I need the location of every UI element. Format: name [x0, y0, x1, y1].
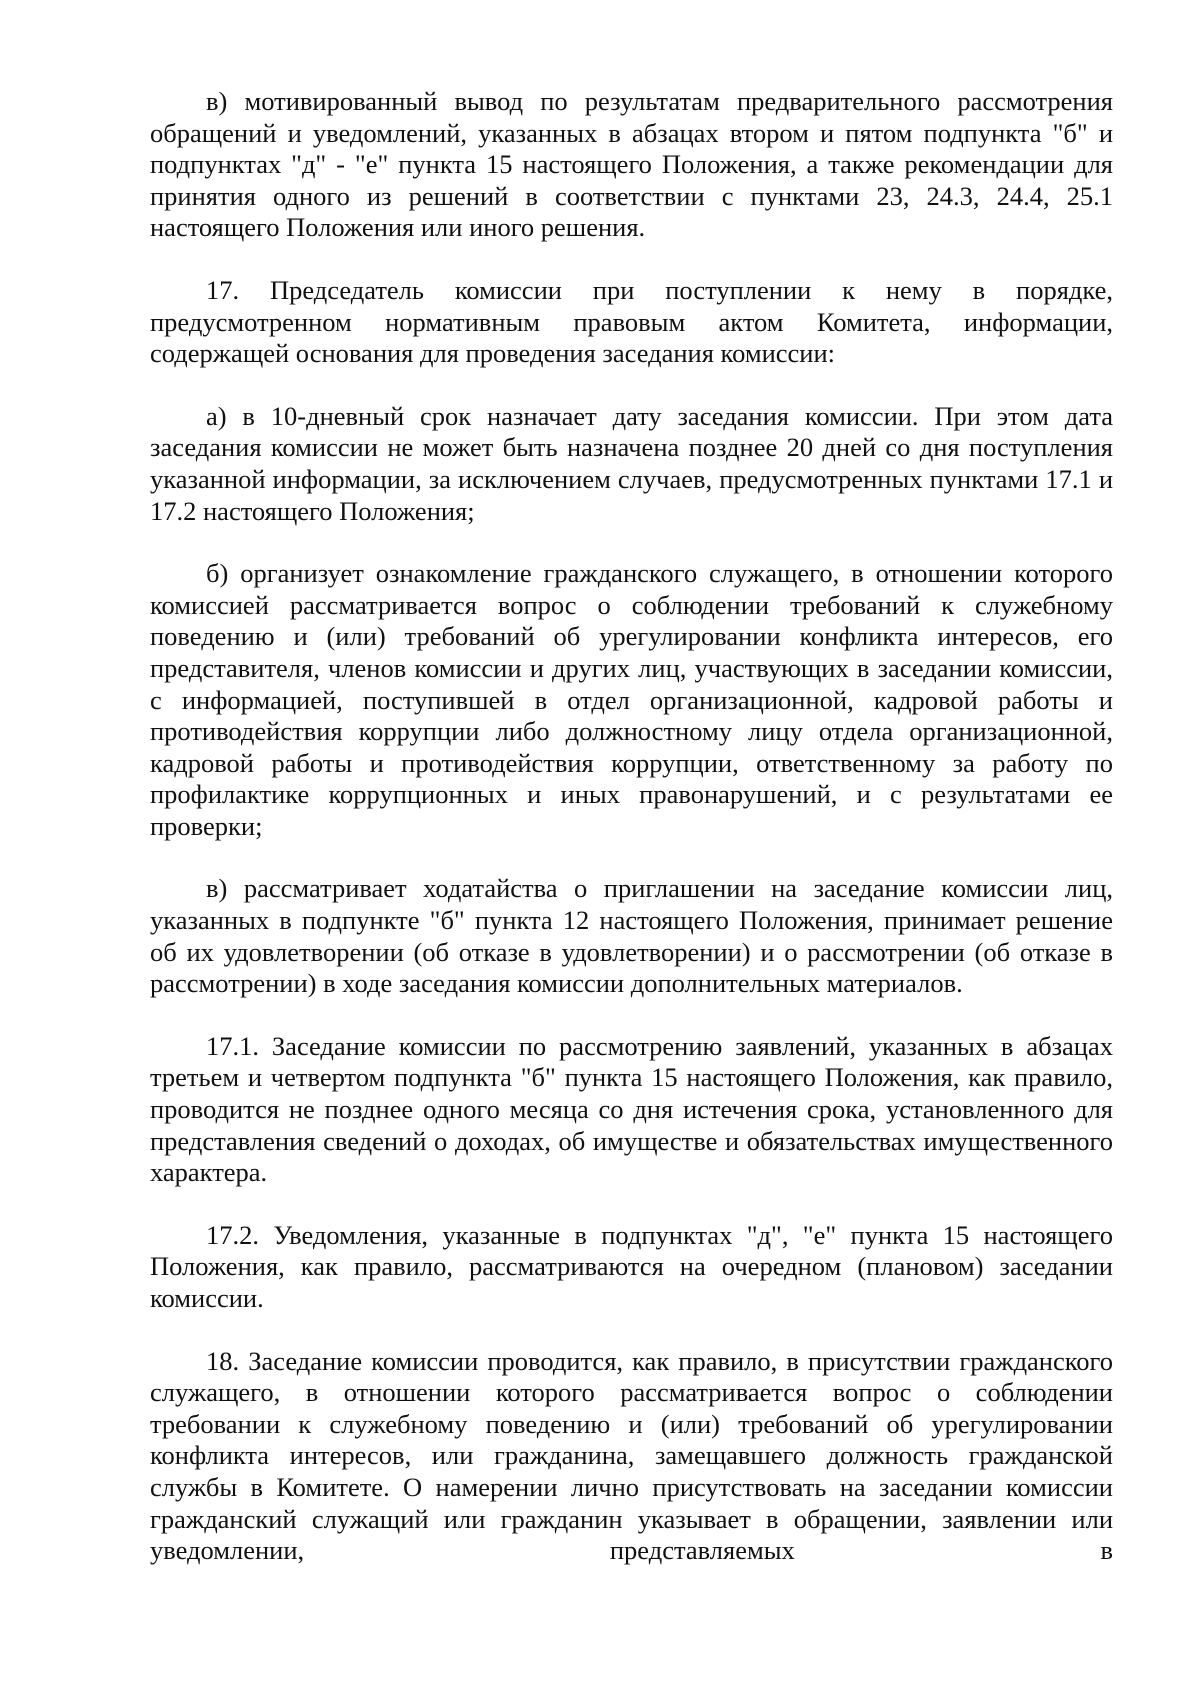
paragraph-17a: а) в 10-дневный срок назначает дату заседания комиссии. При этом дата заседания комиссии не может быть назначена позднее 20 дней со дня поступления указанной информации, за исключением случаев, предусмотренных пунктами 17.1 и 17.2 настоящего Положения;	[150, 400, 1113, 526]
paragraph-17v: в) рассматривает ходатайства о приглашении на заседание комиссии лиц, указанных в подпункте "б" пункта 12 настоящего Положения, принимает решение об их удовлетворении (об отказе в удовлетворении) и о рассмотрении (об отказе в рассмотрении) в ходе заседания комиссии дополнительных материалов.	[150, 873, 1113, 999]
paragraph-17-2: 17.2. Уведомления, указанные в подпунктах "д", "е" пункта 15 настоящего Положения, как правило, рассматриваются на очередном (плановом) заседании комиссии.	[150, 1219, 1113, 1313]
paragraph-17-1: 17.1. Заседание комиссии по рассмотрению заявлений, указанных в абзацах третьем и четвертом подпункта "б" пункта 15 настоящего Положения, как правило, проводится не позднее одного месяца со дня истечения срока, установленного для представления сведений о доходах, об имуществе и обязательствах имущественного характера.	[150, 1030, 1113, 1188]
paragraph-18: 18. Заседание комиссии проводится, как правило, в присутствии гражданского служащего, в отношении которого рассматривается вопрос о соблюдении требовании к служебному поведению и (или) требований об урегулировании конфликта интересов, или гражданина, замещавшего должность гражданской службы в Комитете. О намерении лично присутствовать на заседании комиссии гражданский служащий или гражданин указывает в обращении, заявлении или уведомлении, представляемых в	[150, 1345, 1113, 1566]
paragraph-17: 17. Председатель комиссии при поступлении к нему в порядке, предусмотренном нормативным правовым актом Комитета, информации, содержащей основания для проведения заседания комиссии:	[150, 274, 1113, 369]
document-body	[150, 86, 1113, 1567]
paragraph-17b: б) организует ознакомление гражданского служащего, в отношении которого комиссией рассматривается вопрос о соблюдении требований к служебному поведению и (или) требований об урегулировании конфликта интересов, его представителя, членов комиссии и других лиц, участвующих в заседании комиссии, с информацией, поступившей в отдел организационной, кадровой работы и противодействия коррупции либо должностному лицу отдела организационной, кадровой работы и противодействия коррупции, ответственному за работу по профилактике коррупционных и иных правонарушений, и с результатами ее проверки;	[150, 558, 1113, 841]
paragraph-16v: в) мотивированный вывод по результатам предварительного рассмотрения обращений и уведомлений, указанных в абзацах втором и пятом подпункта "б" и подпунктах "д" - "е" пункта 15 настоящего Положения, а также рекомендации для принятия одного из решений в соответствии с пунктами 23, 24.3, 24.4, 25.1 настоящего Положения или иного решения.	[150, 86, 1113, 243]
